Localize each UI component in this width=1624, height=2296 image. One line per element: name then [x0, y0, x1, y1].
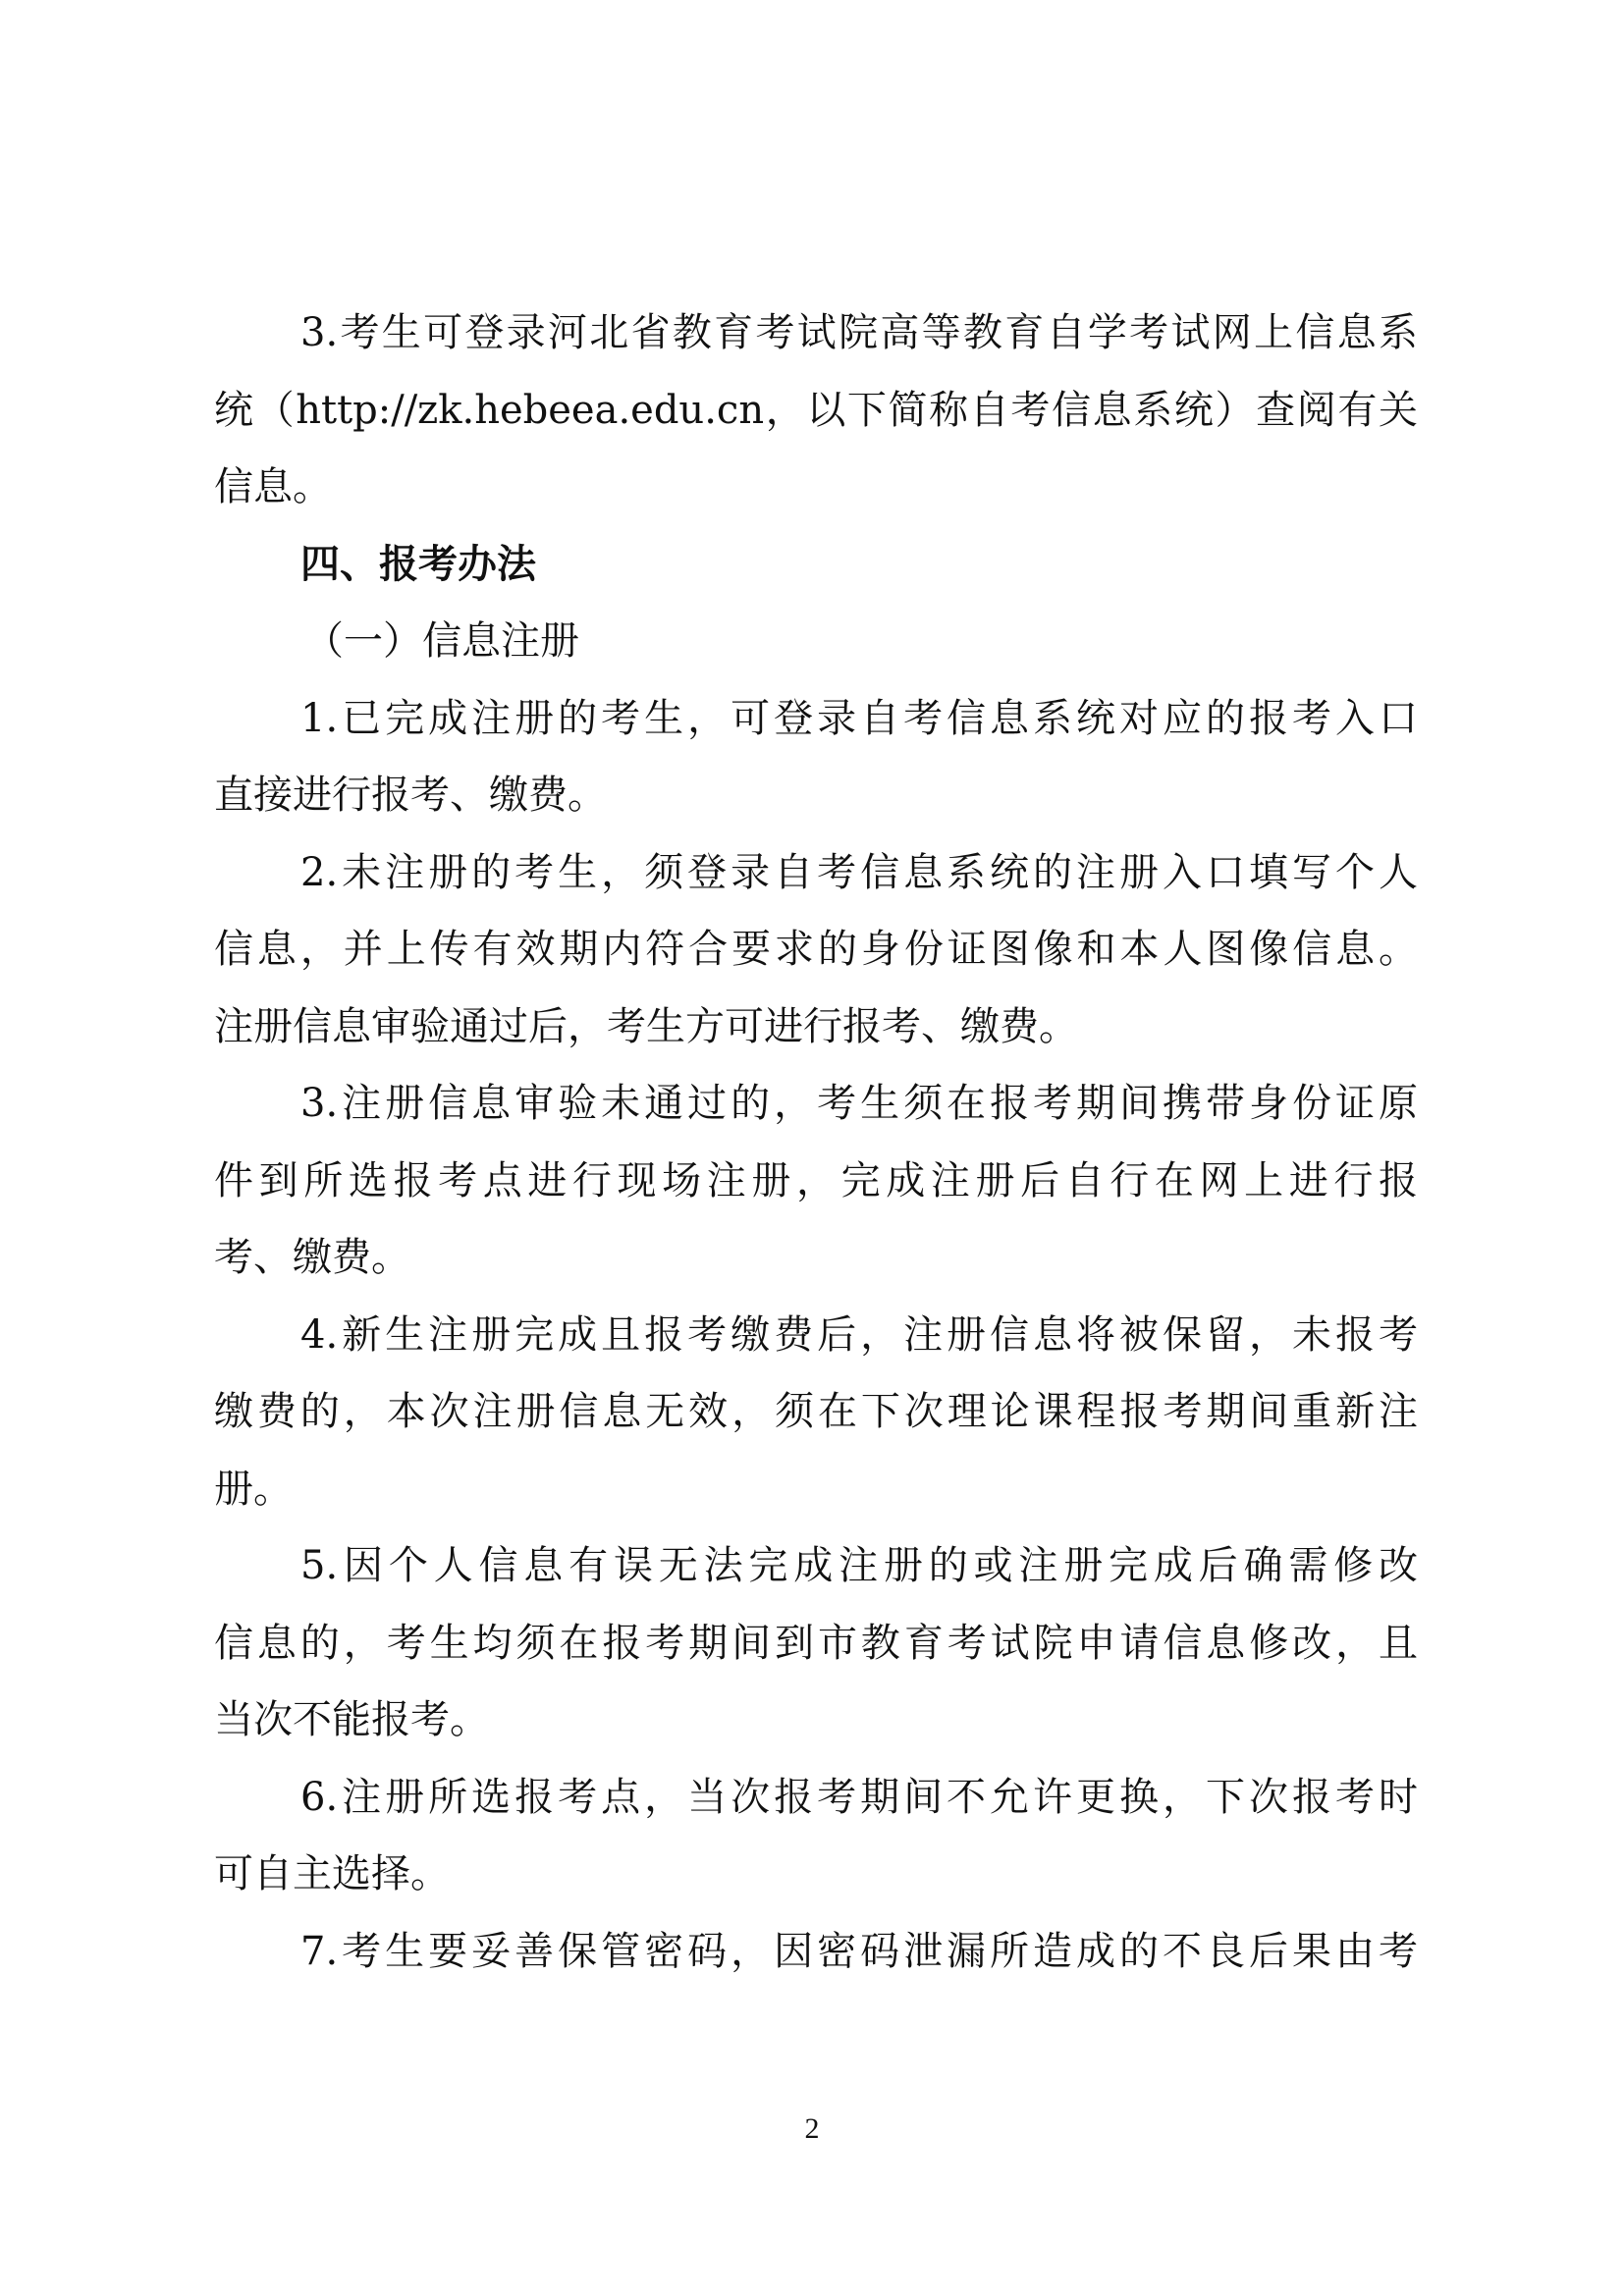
- paragraph-line: 6.注册所选报考点，当次报考期间不允许更换，下次报考时: [300, 1774, 1418, 1820]
- paragraph-line: 4.新生注册完成且报考缴费后，注册信息将被保留，未报考: [300, 1311, 1418, 1358]
- paragraph-line: 考、缴费。: [214, 1235, 410, 1280]
- paragraph-line: 可自主选择。: [214, 1851, 450, 1896]
- paragraph-line: 3.考生可登录河北省教育考试院高等教育自学考试网上信息系: [300, 310, 1418, 355]
- paragraph-line: 2.未注册的考生，须登录自考信息系统的注册入口填写个人: [300, 849, 1418, 895]
- paragraph-line: 信息的，考生均须在报考期间到市教育考试院申请信息修改，且: [214, 1620, 1418, 1666]
- page-number: 2: [804, 2112, 820, 2145]
- paragraph-line: 当次不能报考。: [214, 1697, 489, 1742]
- paragraph-line: 件到所选报考点进行现场注册，完成注册后自行在网上进行报: [214, 1157, 1418, 1203]
- paragraph-line: 1.已完成注册的考生，可登录自考信息系统对应的报考入口: [300, 695, 1418, 741]
- paragraph-line: 3.注册信息审验未通过的，考生须在报考期间携带身份证原: [300, 1081, 1418, 1126]
- subsection-heading: （一）信息注册: [304, 618, 579, 664]
- paragraph-line: 7.考生要妥善保管密码，因密码泄漏所造成的不良后果由考: [300, 1928, 1418, 1974]
- section-heading: 四、报考办法: [300, 541, 536, 587]
- paragraph-line: 信息，并上传有效期内符合要求的身份证图像和本人图像信息。: [214, 927, 1418, 972]
- paragraph-line: 册。: [214, 1466, 293, 1512]
- paragraph-line: 注册信息审验通过后，考生方可进行报考、缴费。: [214, 1003, 1078, 1049]
- paragraph-line: 直接进行报考、缴费。: [214, 773, 607, 818]
- document-body: [214, 294, 1418, 1990]
- paragraph-line: 统（http://zk.hebeea.edu.cn，以下简称自考信息系统）查阅有关: [214, 387, 1418, 433]
- paragraph-line: 信息。: [214, 464, 332, 509]
- paragraph-line: 5.因个人信息有误无法完成注册的或注册完成后确需修改: [300, 1543, 1418, 1588]
- paragraph-line: 缴费的，本次注册信息无效，须在下次理论课程报考期间重新注: [214, 1389, 1418, 1434]
